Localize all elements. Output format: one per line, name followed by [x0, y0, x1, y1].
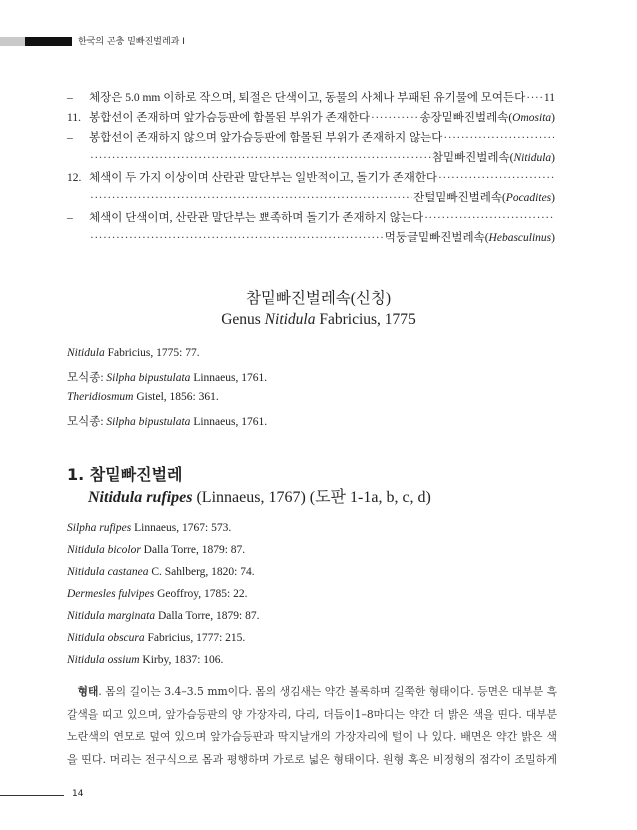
key-number: 12. — [67, 172, 82, 184]
genus-synonym: 모식종: Silpha bipustulata Linnaeus, 1761. — [67, 372, 268, 384]
leader-dots — [424, 208, 554, 228]
key-number: – — [67, 212, 73, 224]
key-row — [67, 228, 555, 248]
species-synonym: Dermesles fulvipes Geoffroy, 1785: 22. — [67, 588, 248, 600]
species-synonym: Nitidula ossium Kirby, 1837: 106. — [67, 654, 224, 666]
description-line: 형태. 몸의 길이는 3.4–3.5 mm이다. 몸의 생김새는 약간 볼록하며 길쭉한 형태이다. 등면은 대부분 흑 — [77, 685, 557, 698]
key-number: – — [67, 92, 73, 104]
species-synonym: Nitidula castanea C. Sahlberg, 1820: 74. — [67, 566, 255, 578]
identification-key — [67, 88, 555, 248]
genus-heading-latin: Genus Nitidula Fabricius, 1775 — [221, 311, 416, 328]
key-result: 송장밑빠진벌레속(Omosita) — [419, 112, 555, 124]
footer-rule — [0, 795, 64, 796]
key-row — [67, 168, 555, 188]
leader-dots — [90, 188, 412, 208]
leader-dots — [371, 108, 418, 128]
key-result: 참밑빠진벌레속(Nitidula) — [431, 152, 555, 164]
key-text: 봉합선이 존재하며 앞가슴등판에 함몰된 부위가 존재한다 — [89, 112, 370, 124]
leader-dots — [438, 168, 554, 188]
description-lead: 형태 — [77, 685, 99, 698]
key-text: 봉합선이 존재하지 않으며 앞가슴등판에 함몰된 부위가 존재하지 않는다 — [89, 132, 443, 144]
description-paragraph — [67, 681, 557, 771]
species-synonym: Nitidula bicolor Dalla Torre, 1879: 87. — [67, 544, 246, 556]
running-title: 한국의 곤충 밑빠진벌레과 I — [78, 37, 185, 47]
key-row — [67, 188, 555, 208]
key-text: 체장은 5.0 mm 이하로 작으며, 퇴절은 단색이고, 동물의 사체나 부패된 유기물에 모여든다 — [89, 92, 526, 104]
key-number: 11. — [67, 112, 81, 124]
key-result: 11 — [543, 92, 555, 104]
key-text: 체색이 두 가지 이상이며 산란관 말단부는 일반적이고, 돌기가 존재한다 — [89, 172, 438, 184]
genus-synonym: Theridiosmum Gistel, 1856: 361. — [67, 391, 219, 403]
species-synonym: Nitidula obscura Fabricius, 1777: 215. — [67, 632, 246, 644]
leader-dots — [443, 128, 554, 148]
genus-synonym: Nitidula Fabricius, 1775: 77. — [67, 347, 200, 359]
key-row — [67, 108, 555, 128]
species-scientific-name: Nitidula rufipes (Linnaeus, 1767) (도판 1-1a, b, c, d) — [88, 489, 431, 506]
key-text: 체색이 단색이며, 산란관 말단부는 뾰족하며 돌기가 존재하지 않는다 — [89, 212, 424, 224]
species-synonym: Silpha rufipes Linnaeus, 1767: 573. — [67, 522, 232, 534]
species-synonym: Nitidula marginata Dalla Torre, 1879: 87. — [67, 610, 260, 622]
description-line: 노란색의 연모로 덮여 있으며 앞가슴등판과 딱지날개의 가장자리에 털이 나 있다. 배면은 약간 밝은 색 — [67, 730, 557, 743]
header-bar-grey — [0, 37, 25, 46]
genus-synonym: 모식종: Silpha bipustulata Linnaeus, 1761. — [67, 416, 268, 428]
leader-dots — [90, 228, 384, 248]
species-title: 1. 참밑빠진벌레 — [67, 465, 183, 484]
header-bar-black — [25, 37, 72, 46]
key-row — [67, 148, 555, 168]
key-result: 잔털밑빠진벌레속(Pocadites) — [413, 192, 555, 204]
page-number: 14 — [72, 789, 84, 799]
leader-dots — [90, 148, 431, 168]
leader-dots — [526, 88, 543, 108]
description-line: 갈색을 띠고 있으며, 앞가슴등판의 양 가장자리, 다리, 더듬이1–8마디는 약간 더 밝은 색을 띤다. 대부분 — [67, 707, 557, 721]
key-number: – — [67, 132, 73, 144]
key-result: 먹둥글밑빠진벌레속(Hebasculinus) — [384, 232, 555, 244]
description-line: 을 띤다. 머리는 전구식으로 몸과 평행하며 가로로 넓은 형태이다. 원형 혹은 비정형의 점각이 조밀하게 — [67, 752, 557, 766]
key-row — [67, 128, 555, 148]
genus-heading-korean: 참밑빠진벌레속(신칭) — [245, 290, 392, 307]
key-row — [67, 88, 555, 108]
key-row — [67, 208, 555, 228]
